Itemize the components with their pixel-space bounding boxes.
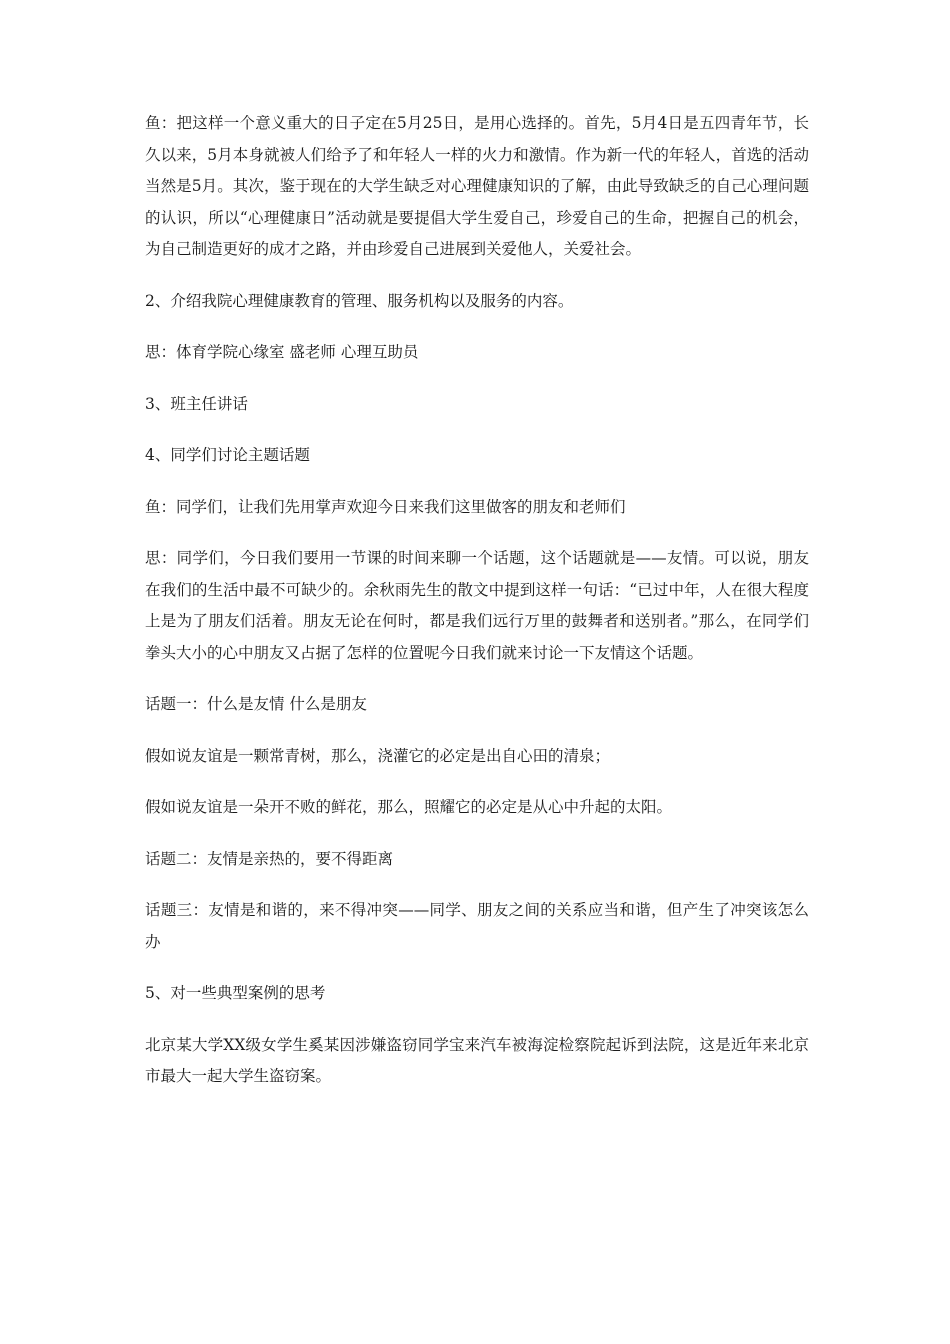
document-page: [145, 108, 809, 1113]
paragraph-intro-date: 鱼：把这样一个意义重大的日子定在5月25日，是用心选择的。首先，5月4日是五四青年节，长久以来，5月本身就被人们给予了和年轻人一样的火力和激情。作为新一代的年轻人，首选的活动当然是5月。其次，鉴于现在的大学生缺乏对心理健康知识的了解，由此导致缺乏的自己心理问题的认识，所以“心理健康日”活动就是要提倡大学生爱自己，珍爱自己的生命，把握自己的机会，为自己制造更好的成才之路，并由珍爱自己进展到关爱他人，关爱社会。: [145, 114, 809, 258]
paragraph-friendship-intro: 思：同学们，今日我们要用一节课的时间来聊一个话题，这个话题就是——友情。可以说，朋友在我们的生活中最不可缺少的。余秋雨先生的散文中提到这样一句话：“已过中年，人在很大程度上是为了朋友们活着。朋友无论在何时，都是我们远行万里的鼓舞者和送别者。”那么，在同学们拳头大小的心中朋友又占据了怎样的位置呢今日我们就来讨论一下友情这个话题。: [145, 549, 809, 662]
paragraph-item-5: 5、对一些典型案例的思考: [145, 984, 326, 1002]
paragraph-topic-1: 话题一：什么是友情 什么是朋友: [145, 695, 367, 713]
paragraph-welcome: 鱼：同学们，让我们先用掌声欢迎今日来我们这里做客的朋友和老师们: [145, 497, 626, 516]
paragraph-counseling-staff: 思：体育学院心缘室 盛老师 心理互助员: [145, 343, 419, 361]
paragraph-item-3: 3、班主任讲话: [145, 394, 248, 413]
paragraph-topic-2: 话题二：友情是亲热的，要不得距离: [145, 849, 394, 868]
paragraph-flower: 假如说友谊是一朵开不败的鲜花，那么，照耀它的必定是从心中升起的太阳。: [145, 798, 673, 816]
paragraph-topic-3: 话题三：友情是和谐的，来不得冲突——同学、朋友之间的关系应当和谐，但产生了冲突该怎么办: [145, 901, 809, 951]
paragraph-evergreen: 假如说友谊是一颗常青树，那么，浇灌它的必定是出自心田的清泉；: [145, 746, 611, 765]
paragraph-item-4: 4、同学们讨论主题话题: [145, 446, 310, 464]
paragraph-case-study: 北京某大学XX级女学生奚某因涉嫌盗窃同学宝来汽车被海淀检察院起诉到法院，这是近年来北京市最大一起大学生盗窃案。: [145, 1035, 809, 1085]
paragraph-item-2: 2、介绍我院心理健康教育的管理、服务机构以及服务的内容。: [145, 291, 574, 310]
